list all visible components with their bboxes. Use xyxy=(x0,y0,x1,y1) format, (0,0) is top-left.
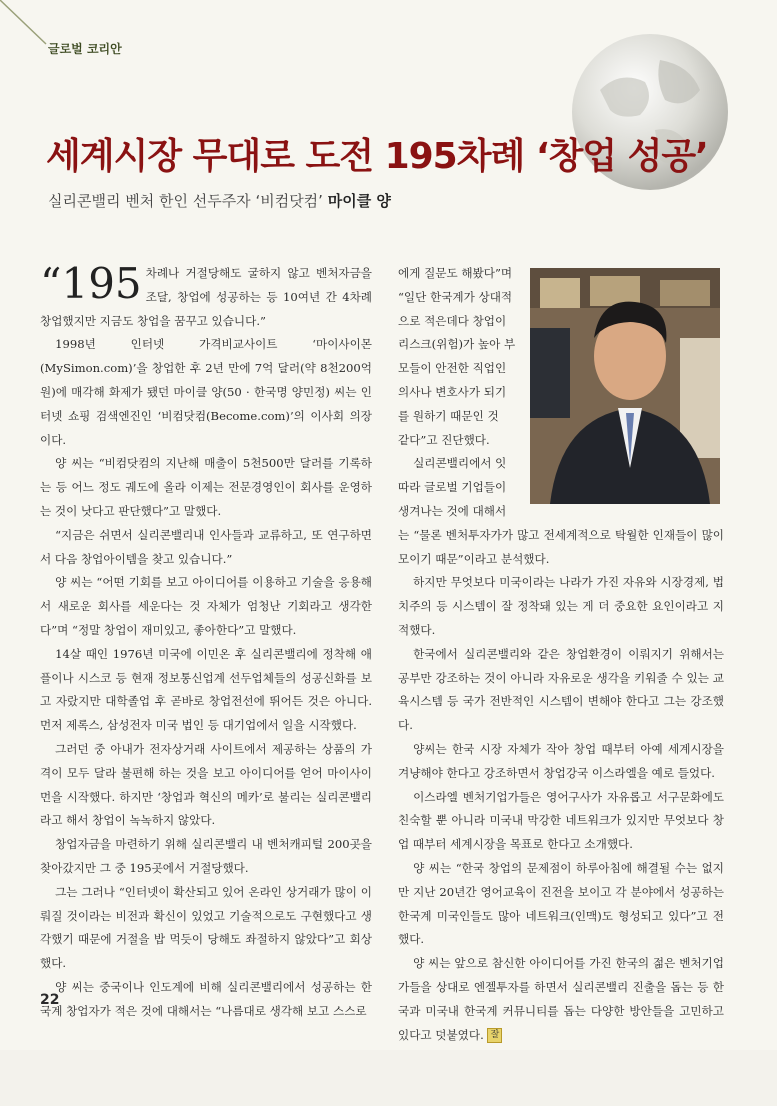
paragraph: 양 씨는 “어떤 기회를 보고 아이디어를 이용하고 기술을 응용해서 새로운 회사를 세운다는 것 자체가 엄청난 기회라고 생각한다”며 “정말 창업이 재미있고, 좋아한다”고 말했다. xyxy=(40,575,372,637)
text-line: 따라 글로벌 기업들이 xyxy=(398,480,507,495)
paragraph: 양 씨는 앞으로 참신한 아이디어를 가진 한국의 젊은 벤처기업가들을 상대로 엔젤투자를 하면서 실리콘밸리 진출을 돕는 등 한국과 미국내 한국계 커뮤니티를 돕는 다양한 방안들을 고민하고 있다고 덧붙였다. 잘 xyxy=(398,956,724,1042)
text-line: 같다”고 진단했다. xyxy=(398,432,490,447)
text-line: 으로 적은데다 창업이 xyxy=(398,313,507,328)
text-line: 모들이 안전한 직업인 xyxy=(398,361,507,376)
text-line: “일단 한국계가 상대적 xyxy=(398,289,513,304)
section-label: 글로벌 코리안 xyxy=(48,42,122,56)
subtitle-name: 마이클 양 xyxy=(327,192,391,210)
text-line: 실리콘밸리에서 잇 xyxy=(413,456,507,471)
paragraph: 그러던 중 아내가 전자상거래 사이트에서 제공하는 상품의 가격이 모두 달라 불편해 하는 것을 보고 아이디어를 얻어 마이사이먼을 시작했다. 하지만 ‘창업과 혁신의 메카’로 불리는 실리콘밸리라고 해서 창업이 녹녹하지 않았다. xyxy=(40,741,372,828)
paragraph: 양 씨는 “비컴닷컴의 지난해 매출이 5천500만 달러를 기록하는 등 어느 정도 궤도에 올라 이제는 전문경영인이 회사를 운영하는 것이 낫다고 판단했다”고 말했다. xyxy=(40,456,372,518)
text-line: 생겨나는 것에 대해서 xyxy=(398,503,507,518)
paragraph: 창업자금을 마련하기 위해 실리콘밸리 내 벤처캐피털 200곳을 찾아갔지만 그 중 195곳에서 거절당했다. xyxy=(40,837,372,875)
text-line: 를 원하기 때문인 것 xyxy=(398,408,499,423)
paragraph: 양씨는 한국 시장 자체가 작아 창업 때부터 아예 세계시장을 겨냥해야 한다고 강조하면서 창업강국 이스라엘을 예로 들었다. xyxy=(398,741,724,780)
paragraph: 는 “물론 벤처투자가가 많고 전세계적으로 탁월한 인재들이 많이 모이기 때문”이라고 분석했다. xyxy=(398,527,724,566)
article-title: 세계시장 무대로 도전 195차례 ‘창업 성공’ xyxy=(46,136,708,177)
subtitle-lead: 실리콘밸리 벤처 한인 선두주자 ‘비컴닷컴’ xyxy=(48,192,323,210)
opening-paragraph: “195 차례나 거절당해도 굴하지 않고 벤처자금을 조달, 창업에 성공하는 등 10여년 간 4차례 창업했지만 지금도 창업을 꿈꾸고 있습니다.” xyxy=(40,259,372,328)
page-number: 22 xyxy=(40,992,60,1008)
paragraph: 이스라엘 벤처기업가들은 영어구사가 자유롭고 서구문화에도 친숙할 뿐 아니라 미국내 막강한 네트워크가 있지만 무엇보다 창업 때부터 세계시장을 목표로 한다고 소개했다. xyxy=(398,789,724,852)
paragraph: 양 씨는 “한국 창업의 문제점이 하루아침에 해결될 수는 없지만 지난 20년간 영어교육이 진전을 보이고 각 분야에서 성공하는 한국계 미국인들도 많아 네트워크(인맥)도 형성되고 있다”고 전했다. xyxy=(398,860,724,947)
narrow-text-block xyxy=(398,262,518,524)
article-subtitle xyxy=(48,190,391,211)
drop-cap: “195 xyxy=(40,259,142,308)
left-column xyxy=(40,259,372,1024)
paragraph: 1998년 인터넷 가격비교사이트 ‘마이사이몬(MySimon.com)’을 창업한 후 2년 만에 7억 달러(약 8천200억 원)에 매각해 화제가 됐던 마이클 양(50 · 한국명 양민정) 씨는 인터넷 쇼핑 검색엔진인 ‘비컴닷컴(Become.com)’의 이사회 의장이다. xyxy=(40,337,372,447)
paragraph: 하지만 무엇보다 미국이라는 나라가 가진 자유와 시장경제, 법치주의 등 시스템이 잘 정착돼 있는 게 더 중요한 요인이라고 지적했다. xyxy=(398,575,724,637)
paragraph: 양 씨는 중국이나 인도계에 비해 실리콘밸리에서 성공하는 한국계 창업자가 적은 것에 대해서는 “나름대로 생각해 보고 스스로 xyxy=(40,979,372,1018)
paragraph: “지금은 쉬면서 실리콘밸리내 인사들과 교류하고, 또 연구하면서 다음 창업아이템을 찾고 있습니다.” xyxy=(40,527,372,566)
paragraph: 한국에서 실리콘밸리와 같은 창업환경이 이뤄지기 위해서는 공부만 강조하는 것이 아니라 자유로운 생각을 키워줄 수 있는 교육시스템 등 국가 전반적인 시스템이 변해야 한다고 그는 강조했다. xyxy=(398,646,724,733)
text-line: 에게 질문도 해봤다”며 xyxy=(398,266,513,280)
portrait-photo xyxy=(530,268,720,504)
paragraph: 그는 그러나 “인터넷이 확산되고 있어 온라인 상거래가 많이 이뤄질 것이라는 비전과 확신이 있었고 기술적으로도 구현했다고 생각했기 때문에 거절을 밥 먹듯이 당해도 좌절하지 않았다”고 회상했다. xyxy=(40,884,372,971)
text-line: 리스크(위험)가 높아 부 xyxy=(398,337,516,352)
end-mark-icon: 잘 xyxy=(487,1028,502,1043)
paragraph: 14살 때인 1976년 미국에 이민온 후 실리콘밸리에 정착해 애플이나 시스코 등 현재 정보통신업계 선두업체들의 성공신화를 보고 자랐지만 대학졸업 후 곧바로 창업전선에 뛰어든 것은 아니다. 먼저 제록스, 삼성전자 미국 법인 등 대기업에서 일을 시작했다. xyxy=(40,646,372,733)
text-line: 의사나 변호사가 되기 xyxy=(398,384,507,399)
